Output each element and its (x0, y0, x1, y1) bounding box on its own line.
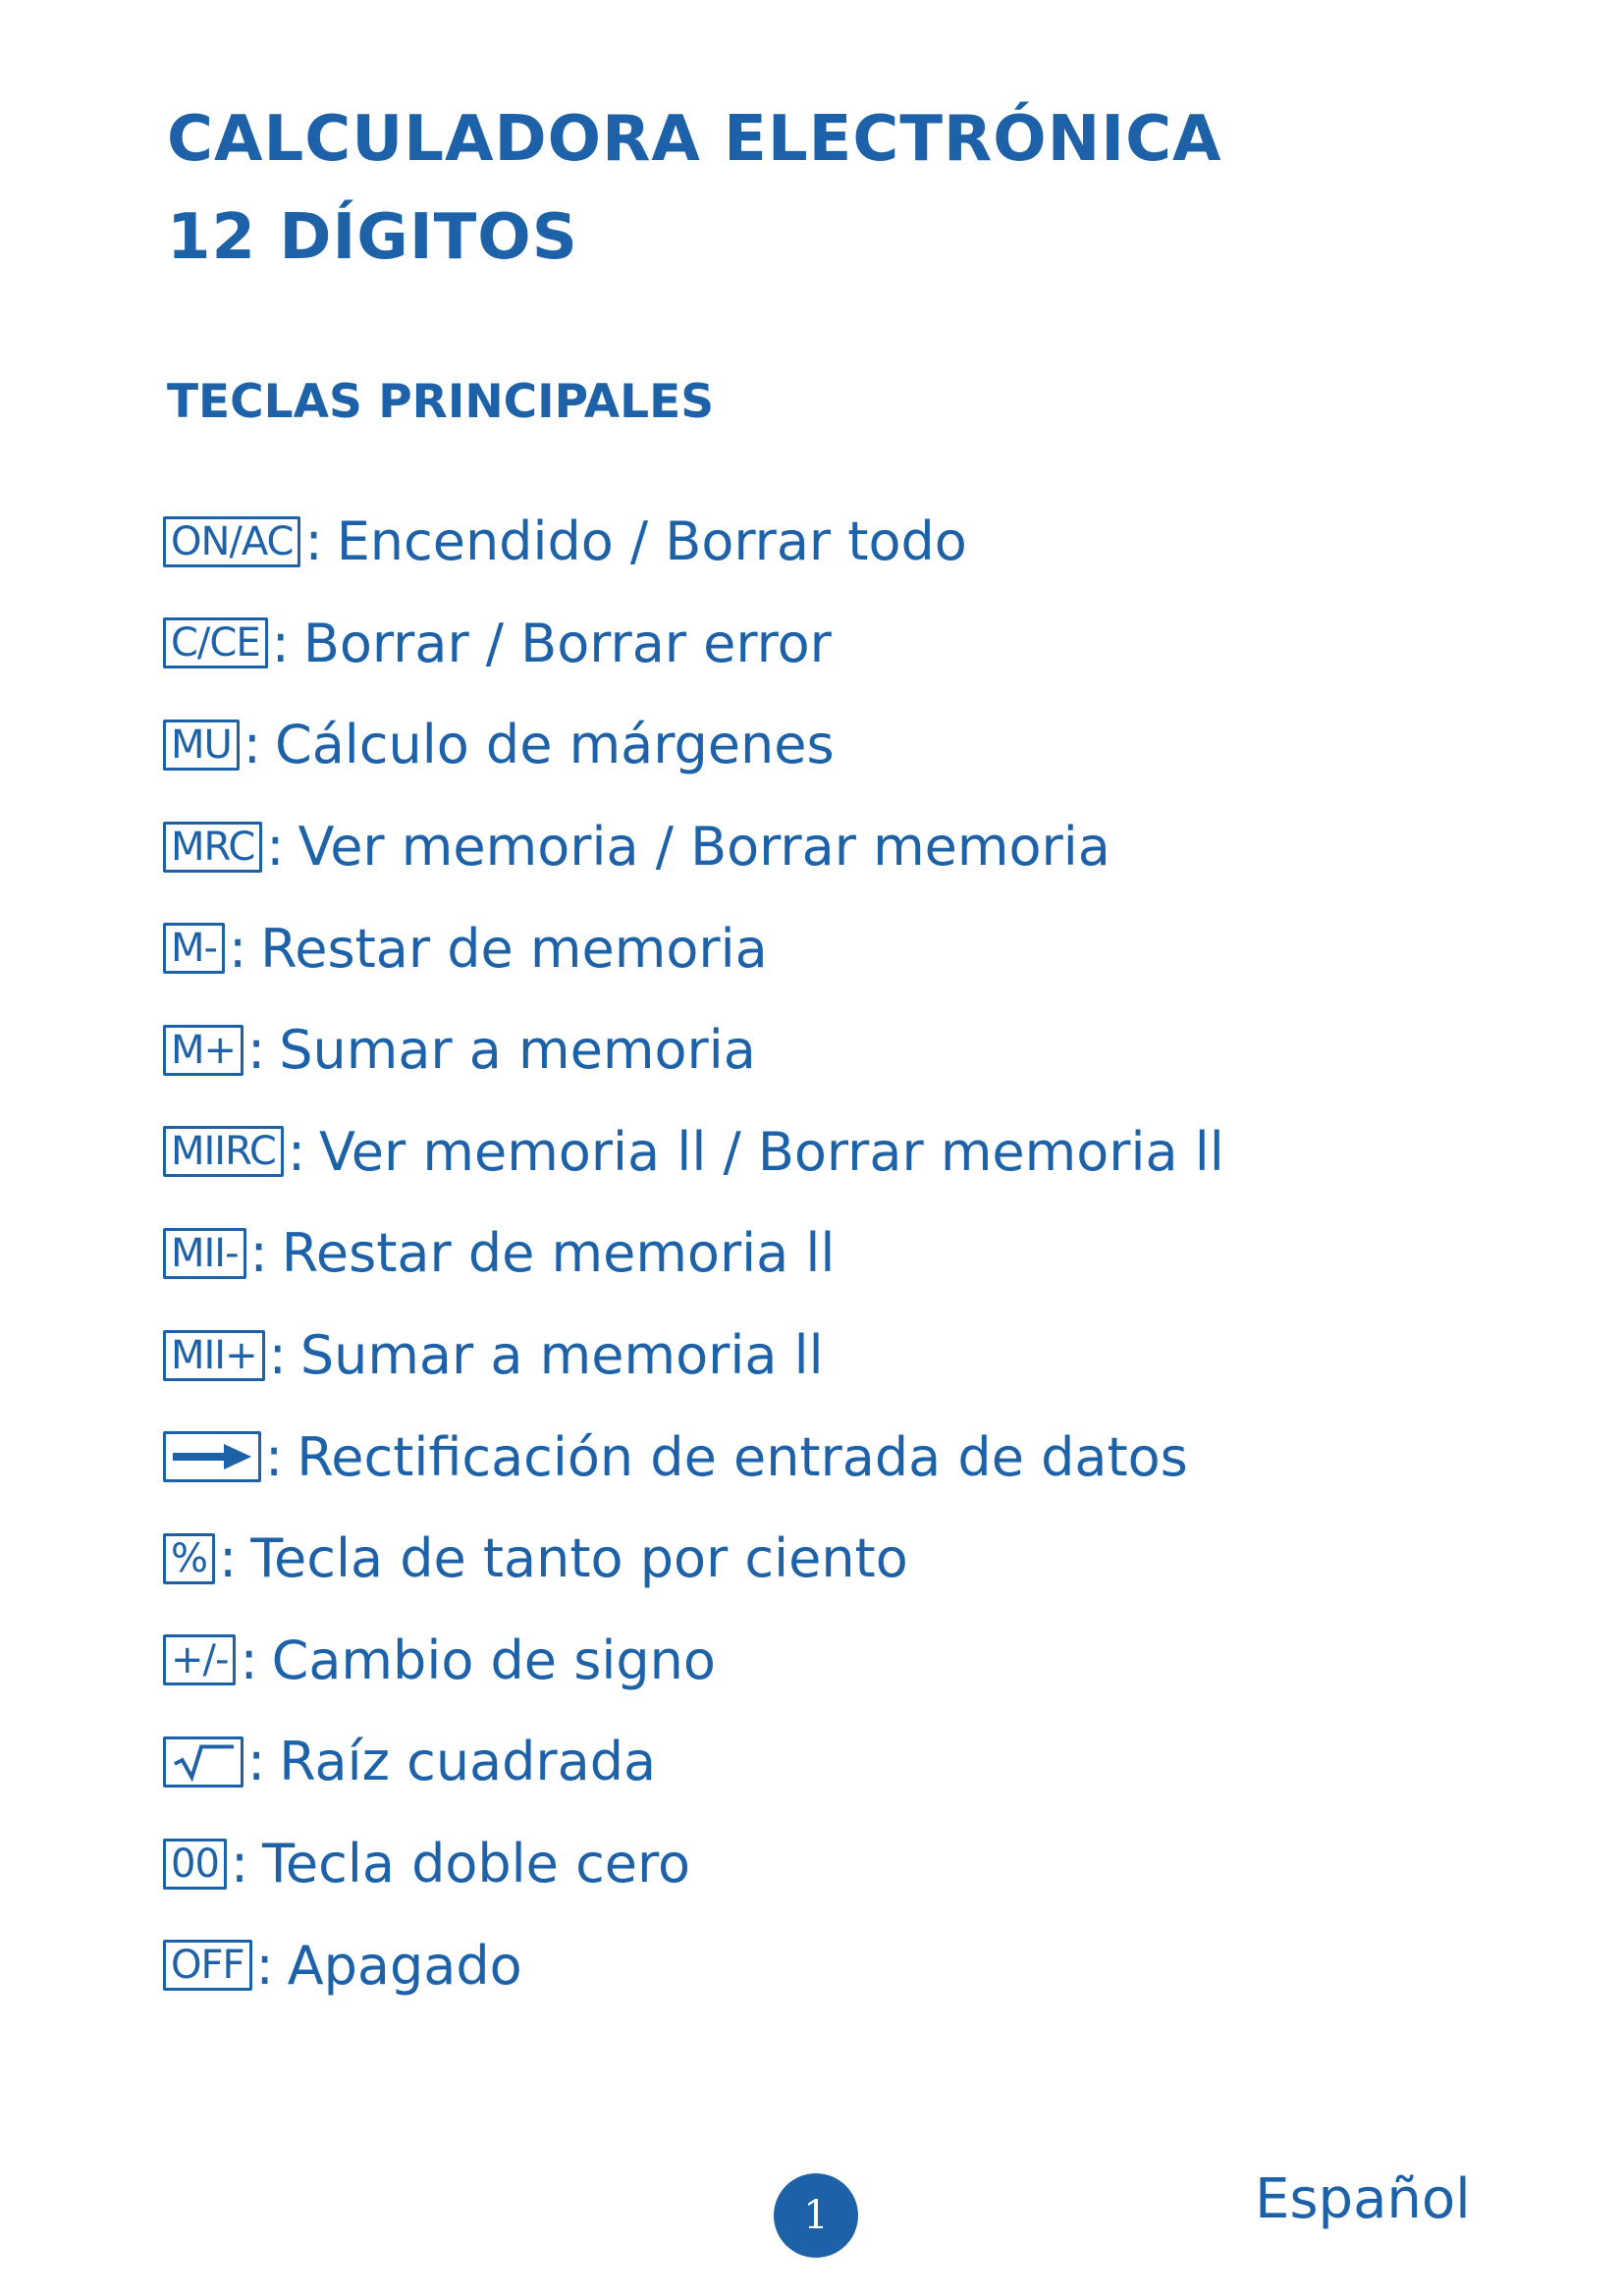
keycap-on-ac: ON/AC (163, 516, 300, 567)
key-separator: : (287, 1120, 306, 1183)
keycap-plus-minus: +/- (163, 1634, 236, 1685)
key-separator: : (304, 510, 323, 573)
key-description: Rectificación de entrada de datos (297, 1425, 1188, 1488)
key-row-plus-minus (163, 1610, 1224, 1712)
title-line-1: CALCULADORA ELECTRÓNICA (167, 103, 1222, 176)
key-separator: : (219, 1527, 238, 1590)
key-row-mu (163, 694, 1224, 796)
keycap-mii-minus: MII- (163, 1228, 246, 1279)
key-description: Restar de memoria (260, 917, 768, 980)
keycap-mrc: MRC (163, 822, 262, 873)
key-description: Ver memoria / Borrar memoria (298, 816, 1110, 879)
key-row-mii-rc (163, 1101, 1224, 1203)
title-line-2: 12 DÍGITOS (167, 201, 578, 274)
keycap-mii-rc: MIIRC (163, 1126, 284, 1177)
key-description: Tecla doble cero (262, 1833, 691, 1896)
key-separator: : (268, 1324, 287, 1387)
key-description: Cambio de signo (271, 1629, 716, 1691)
keycap-m-plus: M+ (163, 1025, 244, 1076)
key-description: Encendido / Borrar todo (336, 510, 967, 573)
key-row-mrc (163, 796, 1224, 898)
page-number-badge: 1 (774, 2173, 858, 2258)
key-separator: : (271, 612, 290, 674)
key-separator: : (265, 1425, 284, 1488)
key-description: Sumar a memoria ll (299, 1324, 824, 1387)
key-list (163, 491, 1224, 2016)
section-heading: TECLAS PRINCIPALES (167, 375, 715, 429)
key-description: Borrar / Borrar error (302, 612, 832, 674)
key-description: Cálculo de márgenes (275, 714, 835, 776)
key-row-mii-plus (163, 1305, 1224, 1407)
square-root-icon (171, 1742, 236, 1782)
key-row-off (163, 1914, 1224, 2016)
key-description: Apagado (287, 1934, 522, 1997)
key-separator: : (247, 1731, 266, 1793)
key-description: Tecla de tanto por ciento (250, 1527, 908, 1590)
key-description: Raíz cuadrada (279, 1731, 657, 1793)
keycap-mii-plus: MII+ (163, 1330, 265, 1381)
keycap-m-minus: M- (163, 923, 225, 974)
key-separator: : (249, 1222, 268, 1285)
language-label: Español (1255, 2167, 1471, 2231)
keycap-right-arrow (163, 1431, 261, 1482)
key-separator: : (230, 1833, 249, 1896)
key-separator: : (240, 1629, 258, 1691)
key-separator: : (247, 1019, 266, 1082)
key-row-mii-minus (163, 1202, 1224, 1305)
keycap-square-root (163, 1736, 244, 1788)
keycap-mu: MU (163, 720, 240, 771)
key-row-m-minus (163, 897, 1224, 999)
keycap-c-ce: C/CE (163, 617, 268, 668)
keycap-off: OFF (163, 1940, 252, 1991)
key-separator: : (243, 714, 261, 776)
key-separator: : (228, 917, 247, 980)
keycap-double-zero: 00 (163, 1839, 227, 1890)
key-description: Restar de memoria ll (281, 1222, 836, 1285)
key-row-double-zero (163, 1813, 1224, 1915)
key-description: Ver memoria ll / Borrar memoria ll (319, 1120, 1224, 1183)
key-row-m-plus (163, 999, 1224, 1101)
key-row-c-ce (163, 593, 1224, 695)
key-row-percent (163, 1508, 1224, 1610)
right-arrow-icon (171, 1442, 253, 1471)
key-separator: : (266, 816, 285, 879)
key-description: Sumar a memoria (279, 1019, 756, 1082)
keycap-percent: % (163, 1533, 215, 1584)
document-title (167, 90, 1222, 287)
key-separator: : (255, 1934, 274, 1997)
key-row-right-arrow (163, 1406, 1224, 1508)
key-row-on-ac (163, 491, 1224, 593)
key-row-square-root (163, 1711, 1224, 1813)
